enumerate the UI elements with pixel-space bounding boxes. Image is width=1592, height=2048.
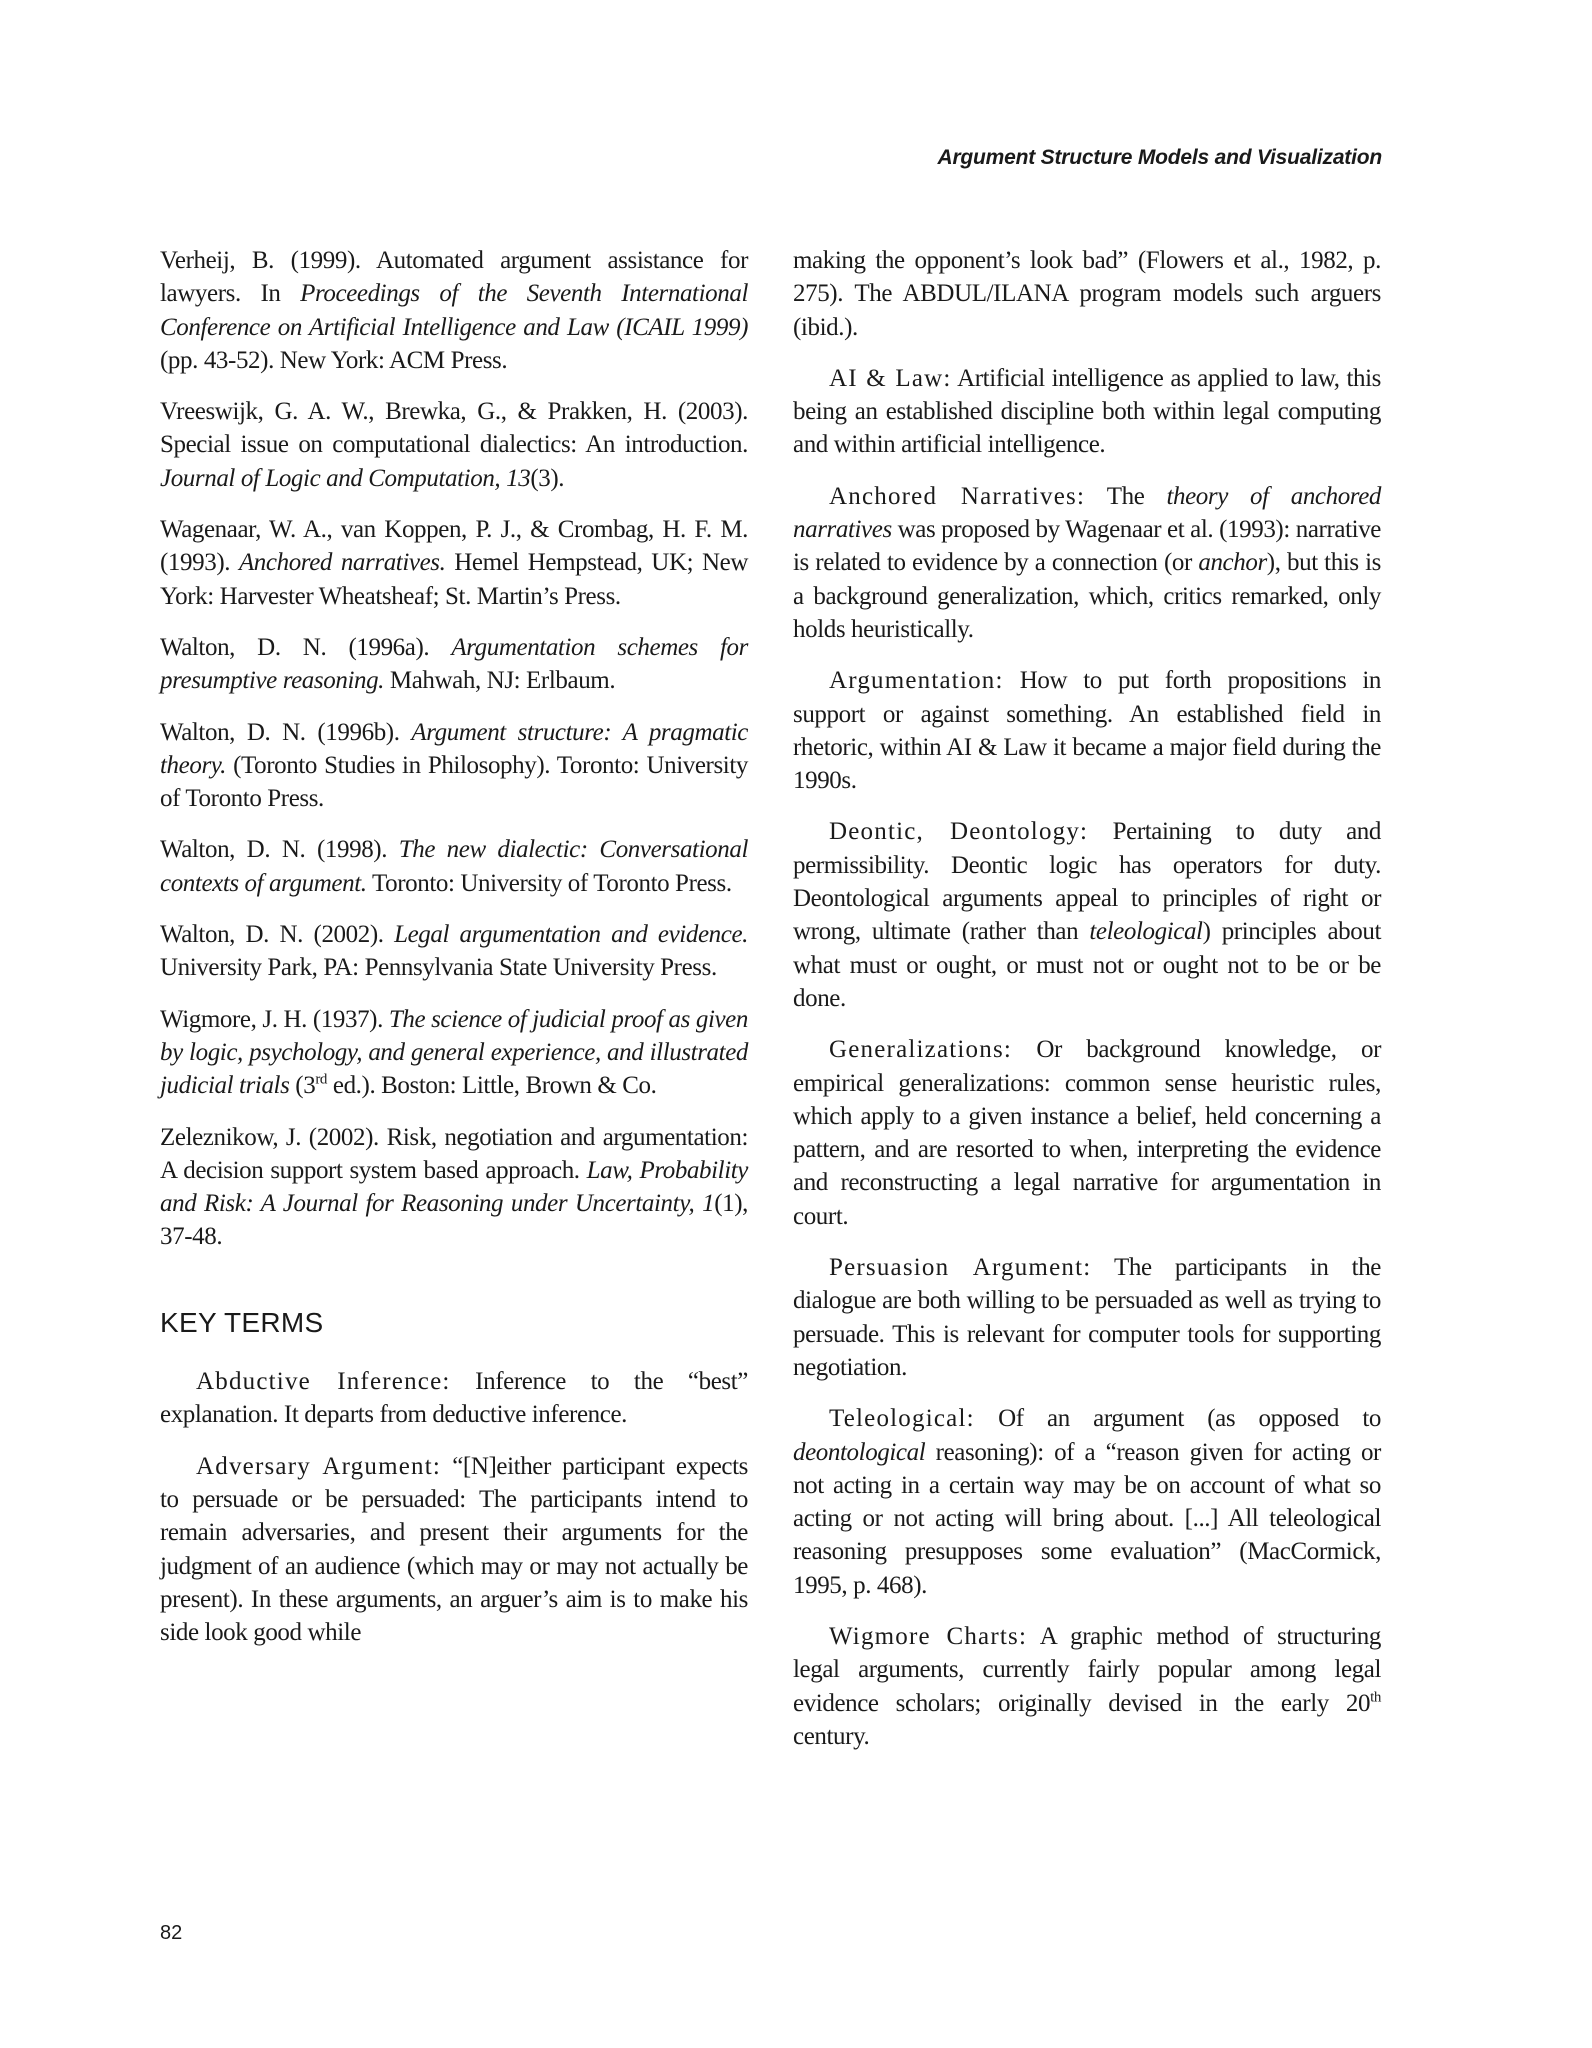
text: Zeleznikow, J. (2002). Risk, negotiation and argumentation: A decision support system based approach. — [160, 1123, 748, 1184]
italic-text: deontological — [793, 1438, 926, 1466]
key-term-entry — [160, 1365, 748, 1432]
text: Of an argument (as opposed to — [974, 1405, 1381, 1433]
text: Artificial intelligence as applied to law, this being an established discipline both within legal computing and within artificial intelligence. — [793, 364, 1382, 459]
key-term-entry — [160, 1450, 748, 1650]
italic-text: Anchored narratives. — [238, 549, 446, 577]
text: Walton, D. N. (1996a). — [160, 633, 452, 661]
text: (Toronto Studies in Philosophy). Toronto: University of Toronto Press. — [160, 751, 748, 813]
text: Or background knowledge, or empirical generalizations: common sense heuristic rules, which apply to a given instance a belief, held concerning a pattern, and are resorted to when, interpreting the evidence and reconstructing a legal narrative for argumentation in court. — [793, 1036, 1381, 1230]
reference-entry — [160, 918, 748, 985]
key-terms-list-left — [160, 1365, 748, 1649]
text: Wagenaar, W. A., van Koppen, P. J., & Crombag, H. F. M. (1993). — [160, 516, 748, 577]
reference-entry — [160, 833, 748, 900]
key-term-entry — [793, 815, 1381, 1015]
term-name: Generalizations: — [829, 1036, 1013, 1064]
term-name: Teleological: — [829, 1405, 975, 1433]
text: (3 — [289, 1072, 316, 1100]
text: Walton, D. N. (1996b). — [160, 718, 412, 746]
text: making the opponent’s look bad” (Flowers et al., 1982, p. 275). The ABDUL/ILANA program models such arguers (ibid.). — [793, 247, 1381, 341]
text: ed.). Boston: Little, Brown & Co. — [327, 1072, 657, 1100]
key-term-entry — [793, 1620, 1381, 1753]
text: Pertaining to duty and permissibility. Deontic logic has operators for duty. Deontological arguments appeal to principles of right or wrong, ultimate (rather than — [793, 818, 1381, 946]
text: Walton, D. N. (1998). — [160, 836, 399, 864]
term-name: Adversary Argument: — [196, 1452, 442, 1480]
italic-text: Law, Probability and Risk: A Journal for Reasoning under Uncertainty, 1 — [160, 1156, 748, 1218]
right-column — [793, 244, 1381, 1771]
term-name: Persuasion Argument: — [829, 1254, 1092, 1282]
term-name: Deontic, Deontology: — [829, 818, 1089, 846]
reference-entry — [160, 631, 748, 698]
term-name: Anchored Narratives: — [829, 482, 1086, 510]
key-terms-list-right — [793, 362, 1381, 1753]
text: The participants in the dialogue are both willing to be persuaded as well as trying to persuade. This is relevant for computer tools for supporting negotiation. — [793, 1254, 1381, 1381]
text: (1), 37-48. — [160, 1190, 748, 1251]
text: century. — [793, 1722, 870, 1750]
key-terms-heading: KEY TERMS — [160, 1306, 324, 1338]
italic-text: teleological — [1089, 918, 1203, 946]
key-term-entry — [793, 1033, 1381, 1233]
reference-entry — [160, 716, 748, 816]
reference-entry — [160, 1121, 748, 1254]
text: “[N]either participant expects to persuade or be persuaded: The participants intend to remain adversaries, and present their arguments for the judgment of an audience (which may or may not actually be present). In these arguments, an arguer’s aim is to make his side look good while — [160, 1452, 748, 1647]
term-name: Wigmore Charts: — [829, 1622, 1028, 1650]
italic-text: Journal of Logic and Computation, 13 — [160, 464, 531, 492]
text: (3). — [530, 464, 565, 492]
text: Vreeswijk, G. A. W., Brewka, G., & Prakken, H. (2003). Special issue on computational dialectics: An introduction. — [160, 398, 748, 459]
text: Inference to the “best” explanation. It departs from deductive inference. — [160, 1368, 748, 1429]
text: How to put forth propositions in support or against something. An established field in rhetoric, within AI & Law it became a major field during the 1990s. — [793, 667, 1381, 795]
text: Mahwah, NJ: Erlbaum. — [384, 667, 616, 695]
term-name: AI & Law: — [829, 364, 952, 392]
superscript: th — [1370, 1689, 1381, 1706]
text: The — [1085, 482, 1167, 510]
text: Walton, D. N. (2002). — [160, 921, 395, 949]
text: (pp. 43-52). New York: ACM Press. — [160, 346, 508, 374]
italic-text: Argumentation schemes for presumptive reasoning. — [160, 633, 748, 695]
italic-text: Proceedings of the Seventh International Conference on Artificial Intelligence and Law (ICAIL 1999) — [160, 280, 748, 341]
running-header: Argument Structure Models and Visualization — [937, 146, 1382, 169]
text: reasoning): of a “reason given for acting or not acting in a certain way may be on account of what so acting or not acting will bring about. [...] All teleological reasoning presupposes some evaluation” (MacCormick, 1995, p. 468). — [793, 1438, 1381, 1599]
term-name: Abductive Inference: — [196, 1368, 451, 1396]
page-number: 82 — [160, 1922, 183, 1944]
italic-text: Argument structure: A pragmatic theory. — [160, 718, 748, 779]
text: was proposed by Wagenaar et al. (1993): narrative is related to evidence by a connection (or — [793, 516, 1381, 577]
text: Toronto: University of Toronto Press. — [366, 869, 732, 897]
key-term-entry — [793, 664, 1381, 797]
italic-text: Legal argumentation and evidence. — [394, 921, 748, 949]
continued-text — [793, 244, 1381, 344]
key-term-entry — [793, 1251, 1381, 1384]
text: Hemel Hempstead, UK; New York: Harvester Wheatsheaf; St. Martin’s Press. — [160, 549, 748, 610]
reference-entry — [160, 244, 748, 377]
text: ) principles about what must or ought, or must not or ought not to be or be done. — [793, 918, 1381, 1012]
text: University Park, PA: Pennsylvania State University Press. — [160, 954, 717, 982]
reference-entry — [160, 1003, 748, 1103]
key-term-entry — [793, 480, 1381, 646]
text: Wigmore, J. H. (1937). — [160, 1005, 389, 1033]
italic-text: anchor — [1198, 549, 1267, 577]
key-term-entry — [793, 1402, 1381, 1602]
left-column — [160, 244, 748, 1667]
reference-list — [160, 244, 748, 1254]
reference-entry — [160, 513, 748, 613]
superscript: rd — [315, 1071, 328, 1088]
continuation-paragraph — [793, 244, 1381, 344]
text: Verheij, B. (1999). Automated argument assistance for lawyers. In — [160, 247, 748, 308]
key-term-entry — [793, 362, 1381, 462]
text: A graphic method of structuring legal arguments, currently fairly popular among legal evidence scholars; originally devised in the early 20 — [793, 1622, 1381, 1717]
term-name: Argumentation: — [829, 667, 1004, 695]
italic-text: theory of anchored narratives — [793, 482, 1382, 544]
reference-entry — [160, 395, 748, 495]
italic-text: The science of judicial proof as given by logic, psychology, and general experience, and illustrated judicial trials — [160, 1005, 748, 1100]
italic-text: The new dialectic: Conversational contexts of argument. — [160, 836, 748, 897]
text: ), but this is a background generalization, which, critics remarked, only holds heuristically. — [793, 549, 1381, 643]
